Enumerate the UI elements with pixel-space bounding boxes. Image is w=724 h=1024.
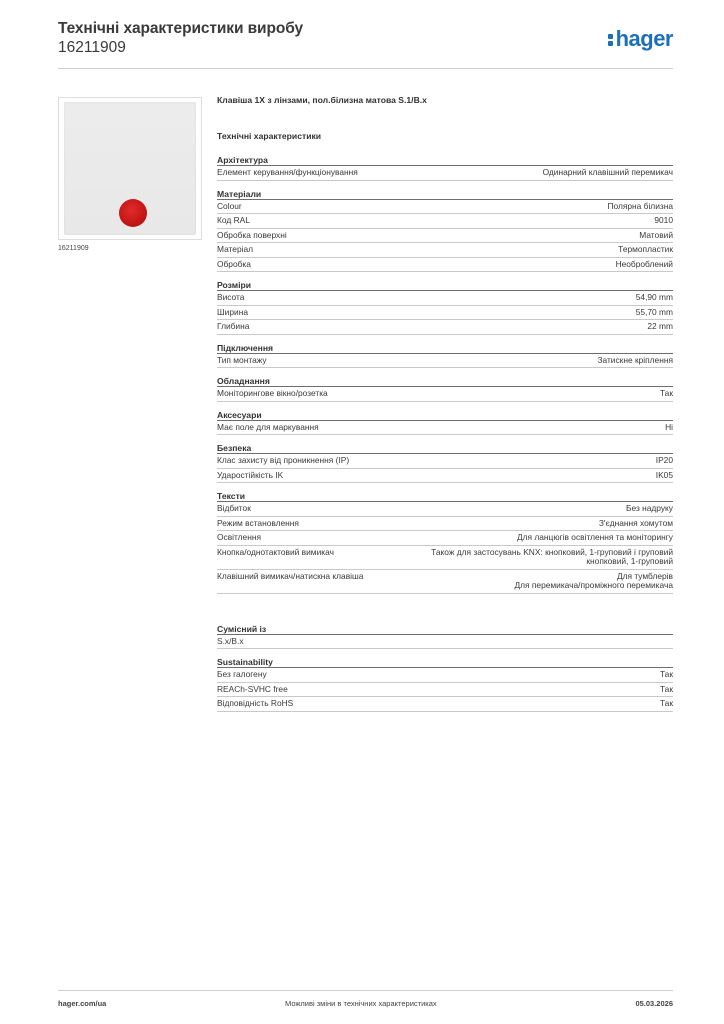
spec-value-line: Без надруку bbox=[625, 503, 673, 513]
spec-value bbox=[660, 670, 673, 680]
spec-row bbox=[217, 166, 673, 181]
spec-row bbox=[217, 291, 673, 306]
spec-group-title: Сумісний із bbox=[217, 624, 673, 635]
spec-groups-extra bbox=[217, 624, 673, 712]
spec-group-title: Архітектура bbox=[217, 155, 673, 166]
spec-value bbox=[660, 389, 673, 399]
spec-group-title: Обладнання bbox=[217, 376, 673, 387]
spec-row bbox=[217, 668, 673, 683]
spec-label: Відбиток bbox=[217, 503, 251, 513]
spec-value-line: кнопковий, 1-груповий bbox=[586, 556, 673, 566]
spec-value-line: З'єднання хомутом bbox=[598, 517, 673, 528]
spec-group bbox=[217, 443, 673, 483]
spec-label: Має поле для маркування bbox=[217, 421, 319, 432]
spec-group bbox=[217, 343, 673, 369]
spec-group bbox=[217, 280, 673, 335]
spec-group bbox=[217, 491, 673, 594]
hager-logo bbox=[608, 28, 673, 50]
spec-row bbox=[217, 546, 673, 570]
spec-value bbox=[660, 699, 673, 709]
spec-value bbox=[656, 471, 673, 481]
spec-value bbox=[636, 308, 673, 318]
spec-label: Кнопка/однотактовий вимикач bbox=[217, 546, 334, 557]
spec-group bbox=[217, 410, 673, 436]
spec-value-line: Ні bbox=[665, 421, 673, 432]
spec-label: Відповідність RoHS bbox=[217, 698, 294, 708]
spec-label: Висота bbox=[217, 292, 245, 302]
spec-value-line: Також для застосувань KNX: кнопковий, 1-груповий і груповий bbox=[431, 546, 673, 557]
spec-row bbox=[217, 200, 673, 215]
spec-row bbox=[217, 258, 673, 273]
spec-label: Глибина bbox=[217, 321, 250, 331]
spec-value bbox=[517, 533, 673, 543]
spec-value bbox=[647, 322, 673, 332]
spec-group-title: Безпека bbox=[217, 443, 673, 454]
spec-value bbox=[543, 168, 673, 178]
spec-row bbox=[217, 454, 673, 469]
section-title: Технічні характеристики bbox=[217, 131, 322, 141]
spec-row bbox=[217, 320, 673, 335]
spec-row bbox=[217, 229, 673, 244]
spec-label: Клас захисту від проникнення (IP) bbox=[217, 455, 350, 465]
specs-content bbox=[217, 95, 673, 712]
product-image bbox=[58, 97, 202, 240]
spec-label: Ширина bbox=[217, 306, 248, 317]
spec-label: Тип монтажу bbox=[217, 354, 267, 365]
spec-value bbox=[607, 202, 673, 212]
footer-date: 05.03.2026 bbox=[635, 999, 673, 1008]
spec-row bbox=[217, 683, 673, 698]
spec-group-title: Розміри bbox=[217, 280, 673, 291]
spec-value bbox=[636, 293, 673, 303]
spec-group bbox=[217, 155, 673, 181]
spec-group-title: Аксесуари bbox=[217, 410, 673, 421]
logo-text: hager bbox=[615, 26, 673, 51]
spec-label: Освітлення bbox=[217, 532, 261, 542]
spec-group-title: Матеріали bbox=[217, 189, 673, 200]
spec-value-line: Так bbox=[659, 698, 673, 708]
spec-label: REACh-SVHC free bbox=[217, 683, 288, 694]
spec-row bbox=[217, 697, 673, 712]
spec-label: Обробка поверхні bbox=[217, 229, 287, 240]
spec-group-title: Тексти bbox=[217, 491, 673, 502]
spec-value-line: Для перемикача/проміжного перемикача bbox=[514, 580, 673, 590]
spec-row bbox=[217, 502, 673, 517]
spec-label: Ударостійкість IK bbox=[217, 469, 284, 480]
spec-group-title: Підключення bbox=[217, 343, 673, 354]
spec-row bbox=[217, 517, 673, 532]
spec-value bbox=[654, 216, 673, 226]
spec-value bbox=[599, 519, 673, 529]
spec-row bbox=[217, 243, 673, 258]
spec-row bbox=[217, 214, 673, 229]
page-header bbox=[58, 20, 673, 70]
spec-value bbox=[616, 260, 673, 270]
spec-row bbox=[217, 635, 673, 650]
spec-value-line: IP20 bbox=[655, 455, 673, 465]
spec-group bbox=[217, 189, 673, 273]
document-title: Технічні характеристики виробу bbox=[58, 20, 303, 37]
spec-group-title: Sustainability bbox=[217, 657, 673, 668]
spec-label: Режим встановлення bbox=[217, 517, 299, 528]
spec-value-line: Для ланцюгів освітлення та моніторингу bbox=[516, 532, 673, 542]
spec-label: Матеріал bbox=[217, 244, 254, 254]
spec-value-line: 54,90 mm bbox=[635, 292, 673, 302]
spec-value bbox=[660, 685, 673, 695]
spec-group bbox=[217, 657, 673, 712]
footer-website[interactable]: hager.com/ua bbox=[58, 999, 107, 1008]
spec-label: Клавішний вимикач/натискна клавіша bbox=[217, 570, 364, 581]
spec-value-line: 9010 bbox=[654, 215, 673, 225]
spec-value bbox=[665, 423, 673, 433]
spec-value bbox=[626, 504, 673, 514]
spec-value-line: 55,70 mm bbox=[635, 306, 673, 317]
spec-row bbox=[217, 421, 673, 436]
spec-label: Елемент керування/функціонування bbox=[217, 167, 358, 177]
spec-row bbox=[217, 469, 673, 484]
header-divider bbox=[58, 68, 673, 69]
spec-label: Colour bbox=[217, 200, 242, 211]
spec-value bbox=[597, 356, 673, 366]
spec-groups bbox=[217, 155, 673, 594]
spec-value-line: Матовий bbox=[639, 229, 673, 240]
spec-label: Моніторингове вікно/розетка bbox=[217, 388, 328, 398]
article-number: 16211909 bbox=[58, 39, 126, 56]
spec-row bbox=[217, 306, 673, 321]
spec-value bbox=[514, 572, 673, 591]
spec-value-line: Термопластик bbox=[618, 244, 673, 254]
footer-divider bbox=[58, 990, 673, 991]
spec-value-line: Так bbox=[659, 683, 673, 694]
spec-label: Без галогену bbox=[217, 669, 267, 679]
switch-plate-image bbox=[64, 102, 196, 235]
spec-row bbox=[217, 354, 673, 369]
spec-value bbox=[639, 231, 673, 241]
spec-value-line: Одинарний клавішний перемикач bbox=[542, 167, 673, 177]
spec-value-line: Для тумблерів bbox=[616, 570, 673, 581]
spec-group bbox=[217, 624, 673, 650]
red-lens-icon bbox=[119, 199, 147, 227]
image-caption: 16211909 bbox=[58, 245, 89, 252]
spec-value bbox=[618, 245, 673, 255]
spec-value-line: IK05 bbox=[655, 469, 673, 480]
spec-value-line: Полярна білизна bbox=[607, 200, 673, 211]
spec-row bbox=[217, 531, 673, 546]
spec-row bbox=[217, 387, 673, 402]
spec-value-line: Так bbox=[659, 388, 673, 398]
spec-value bbox=[431, 548, 673, 567]
spec-value bbox=[656, 456, 673, 466]
footer-note: Можливі зміни в технічних характеристиках bbox=[285, 999, 437, 1008]
spec-label: Обробка bbox=[217, 258, 251, 269]
product-name: Клавіша 1X з лінзами, пол.білизна матова S.1/B.x bbox=[217, 95, 427, 105]
spec-value-line: Так bbox=[659, 669, 673, 679]
spec-value-line: 22 mm bbox=[647, 321, 673, 331]
spec-value-line: Затискне кріплення bbox=[597, 354, 673, 365]
spec-group bbox=[217, 376, 673, 402]
spec-label: S.x/B.x bbox=[217, 635, 244, 646]
spec-label: Код RAL bbox=[217, 215, 250, 225]
spec-row bbox=[217, 570, 673, 594]
logo-dots-icon bbox=[608, 32, 614, 47]
spec-value-line: Необроблений bbox=[615, 258, 673, 269]
